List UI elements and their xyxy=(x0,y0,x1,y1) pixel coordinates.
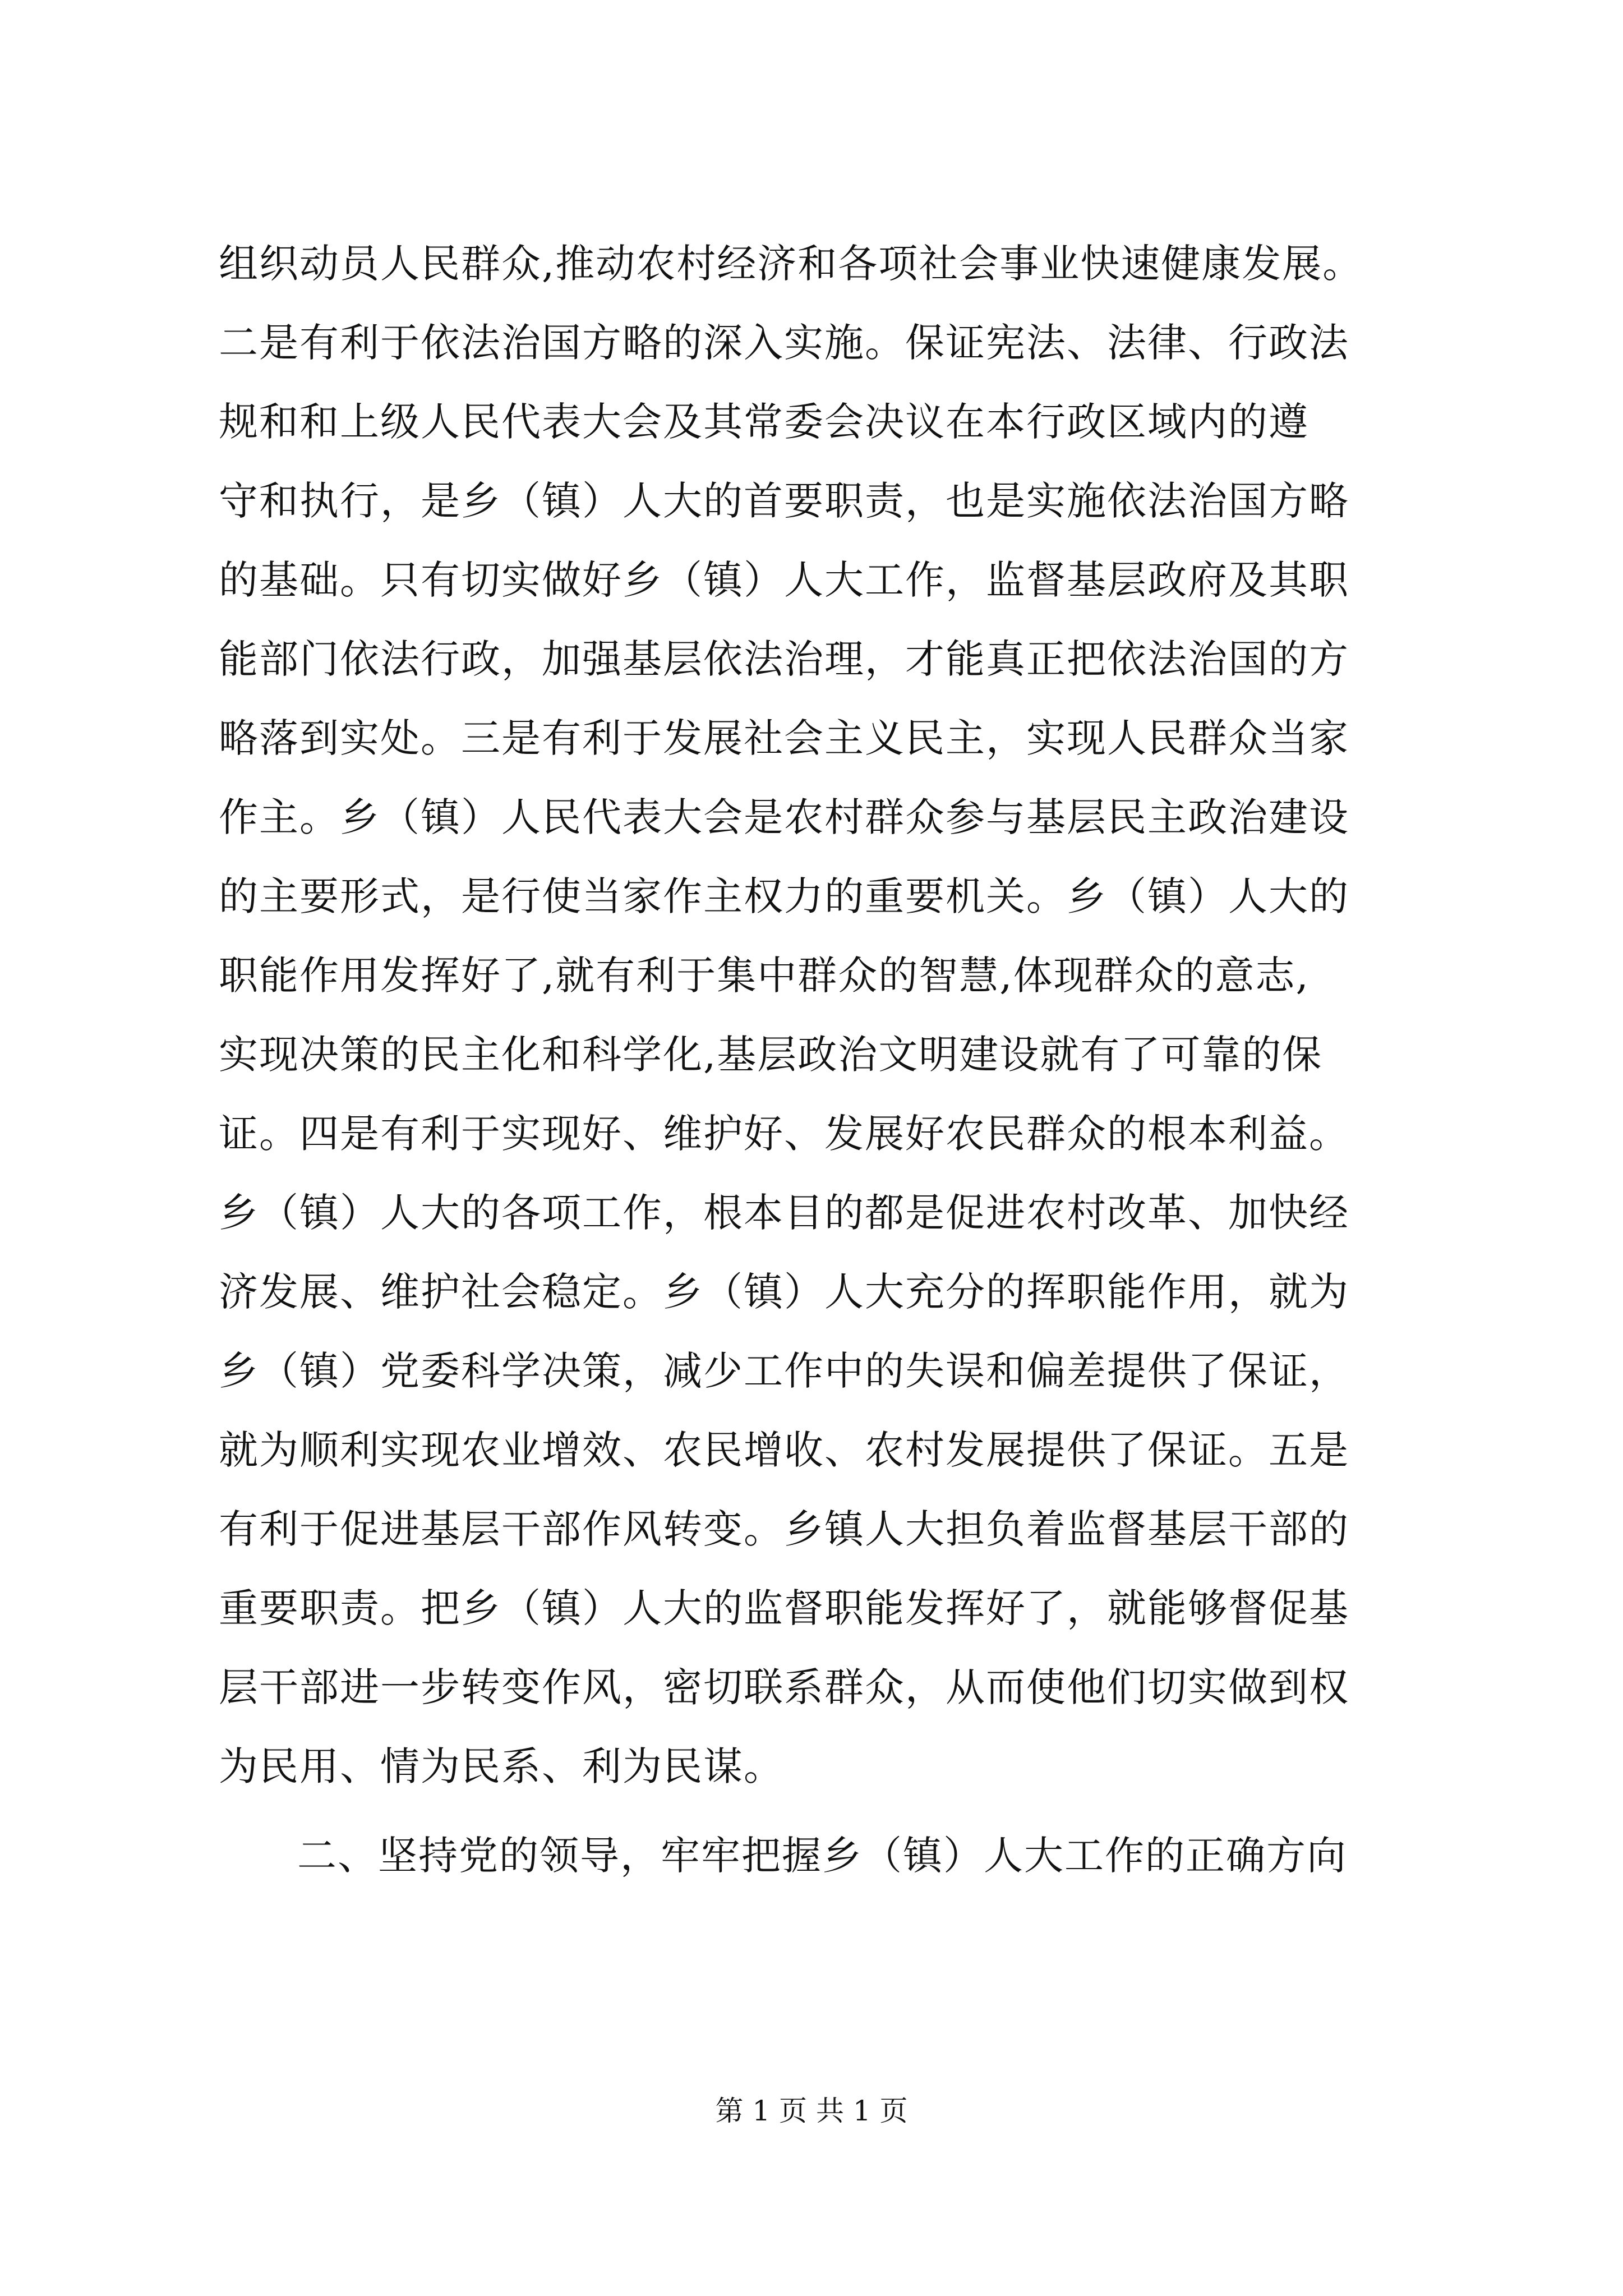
text-line: 能部门依法行政，加强基层依法治理，才能真正把依法治国的方 xyxy=(219,636,1349,682)
text-line: 规和和上级人民代表大会及其常委会决议在本行政区域内的遵 xyxy=(219,399,1309,445)
text-line: 二是有利于依法治国方略的深入实施。保证宪法、法律、行政法 xyxy=(219,320,1349,366)
text-line: 为民用、情为民系、利为民谋。 xyxy=(219,1743,784,1789)
page-number-footer: 第 1 页 共 1 页 xyxy=(715,2095,908,2127)
text-line: 证。四是有利于实现好、维护好、发展好农民群众的根本利益。 xyxy=(219,1111,1349,1157)
text-line: 乡（镇）党委科学决策，减少工作中的失误和偏差提供了保证， xyxy=(219,1348,1349,1394)
text-line: 济发展、维护社会稳定。乡（镇）人大充分的挥职能作用，就为 xyxy=(219,1269,1349,1315)
text-line: 的基础。只有切实做好乡（镇）人大工作，监督基层政府及其职 xyxy=(219,557,1349,603)
body-text xyxy=(219,224,1424,1895)
text-line: 的主要形式，是行使当家作主权力的重要机关。乡（镇）人大的 xyxy=(219,873,1349,919)
text-line: 职能作用发挥好了,就有利于集中群众的智慧,体现群众的意志, xyxy=(219,953,1310,999)
text-line: 就为顺利实现农业增效、农民增收、农村发展提供了保证。五是 xyxy=(219,1427,1349,1473)
text-line: 作主。乡（镇）人民代表大会是农村群众参与基层民主政治建设 xyxy=(219,794,1349,840)
text-line: 略落到实处。三是有利于发展社会主义民主，实现人民群众当家 xyxy=(219,715,1349,761)
text-line: 乡（镇）人大的各项工作，根本目的都是促进农村改革、加快经 xyxy=(219,1190,1349,1236)
text-line: 守和执行，是乡（镇）人大的首要职责，也是实施依法治国方略 xyxy=(219,478,1349,524)
text-line: 重要职责。把乡（镇）人大的监督职能发挥好了，就能够督促基 xyxy=(219,1585,1349,1631)
text-line: 组织动员人民群众,推动农村经济和各项社会事业快速健康发展。 xyxy=(219,241,1363,287)
text-line: 层干部进一步转变作风，密切联系群众，从而使他们切实做到权 xyxy=(219,1664,1349,1710)
section-heading: 二、坚持党的领导，牢牢把握乡（镇）人大工作的正确方向 xyxy=(297,1833,1347,1879)
text-line: 有利于促进基层干部作风转变。乡镇人大担负着监督基层干部的 xyxy=(219,1506,1349,1552)
text-line: 实现决策的民主化和科学化,基层政治文明建设就有了可靠的保 xyxy=(219,1032,1323,1078)
